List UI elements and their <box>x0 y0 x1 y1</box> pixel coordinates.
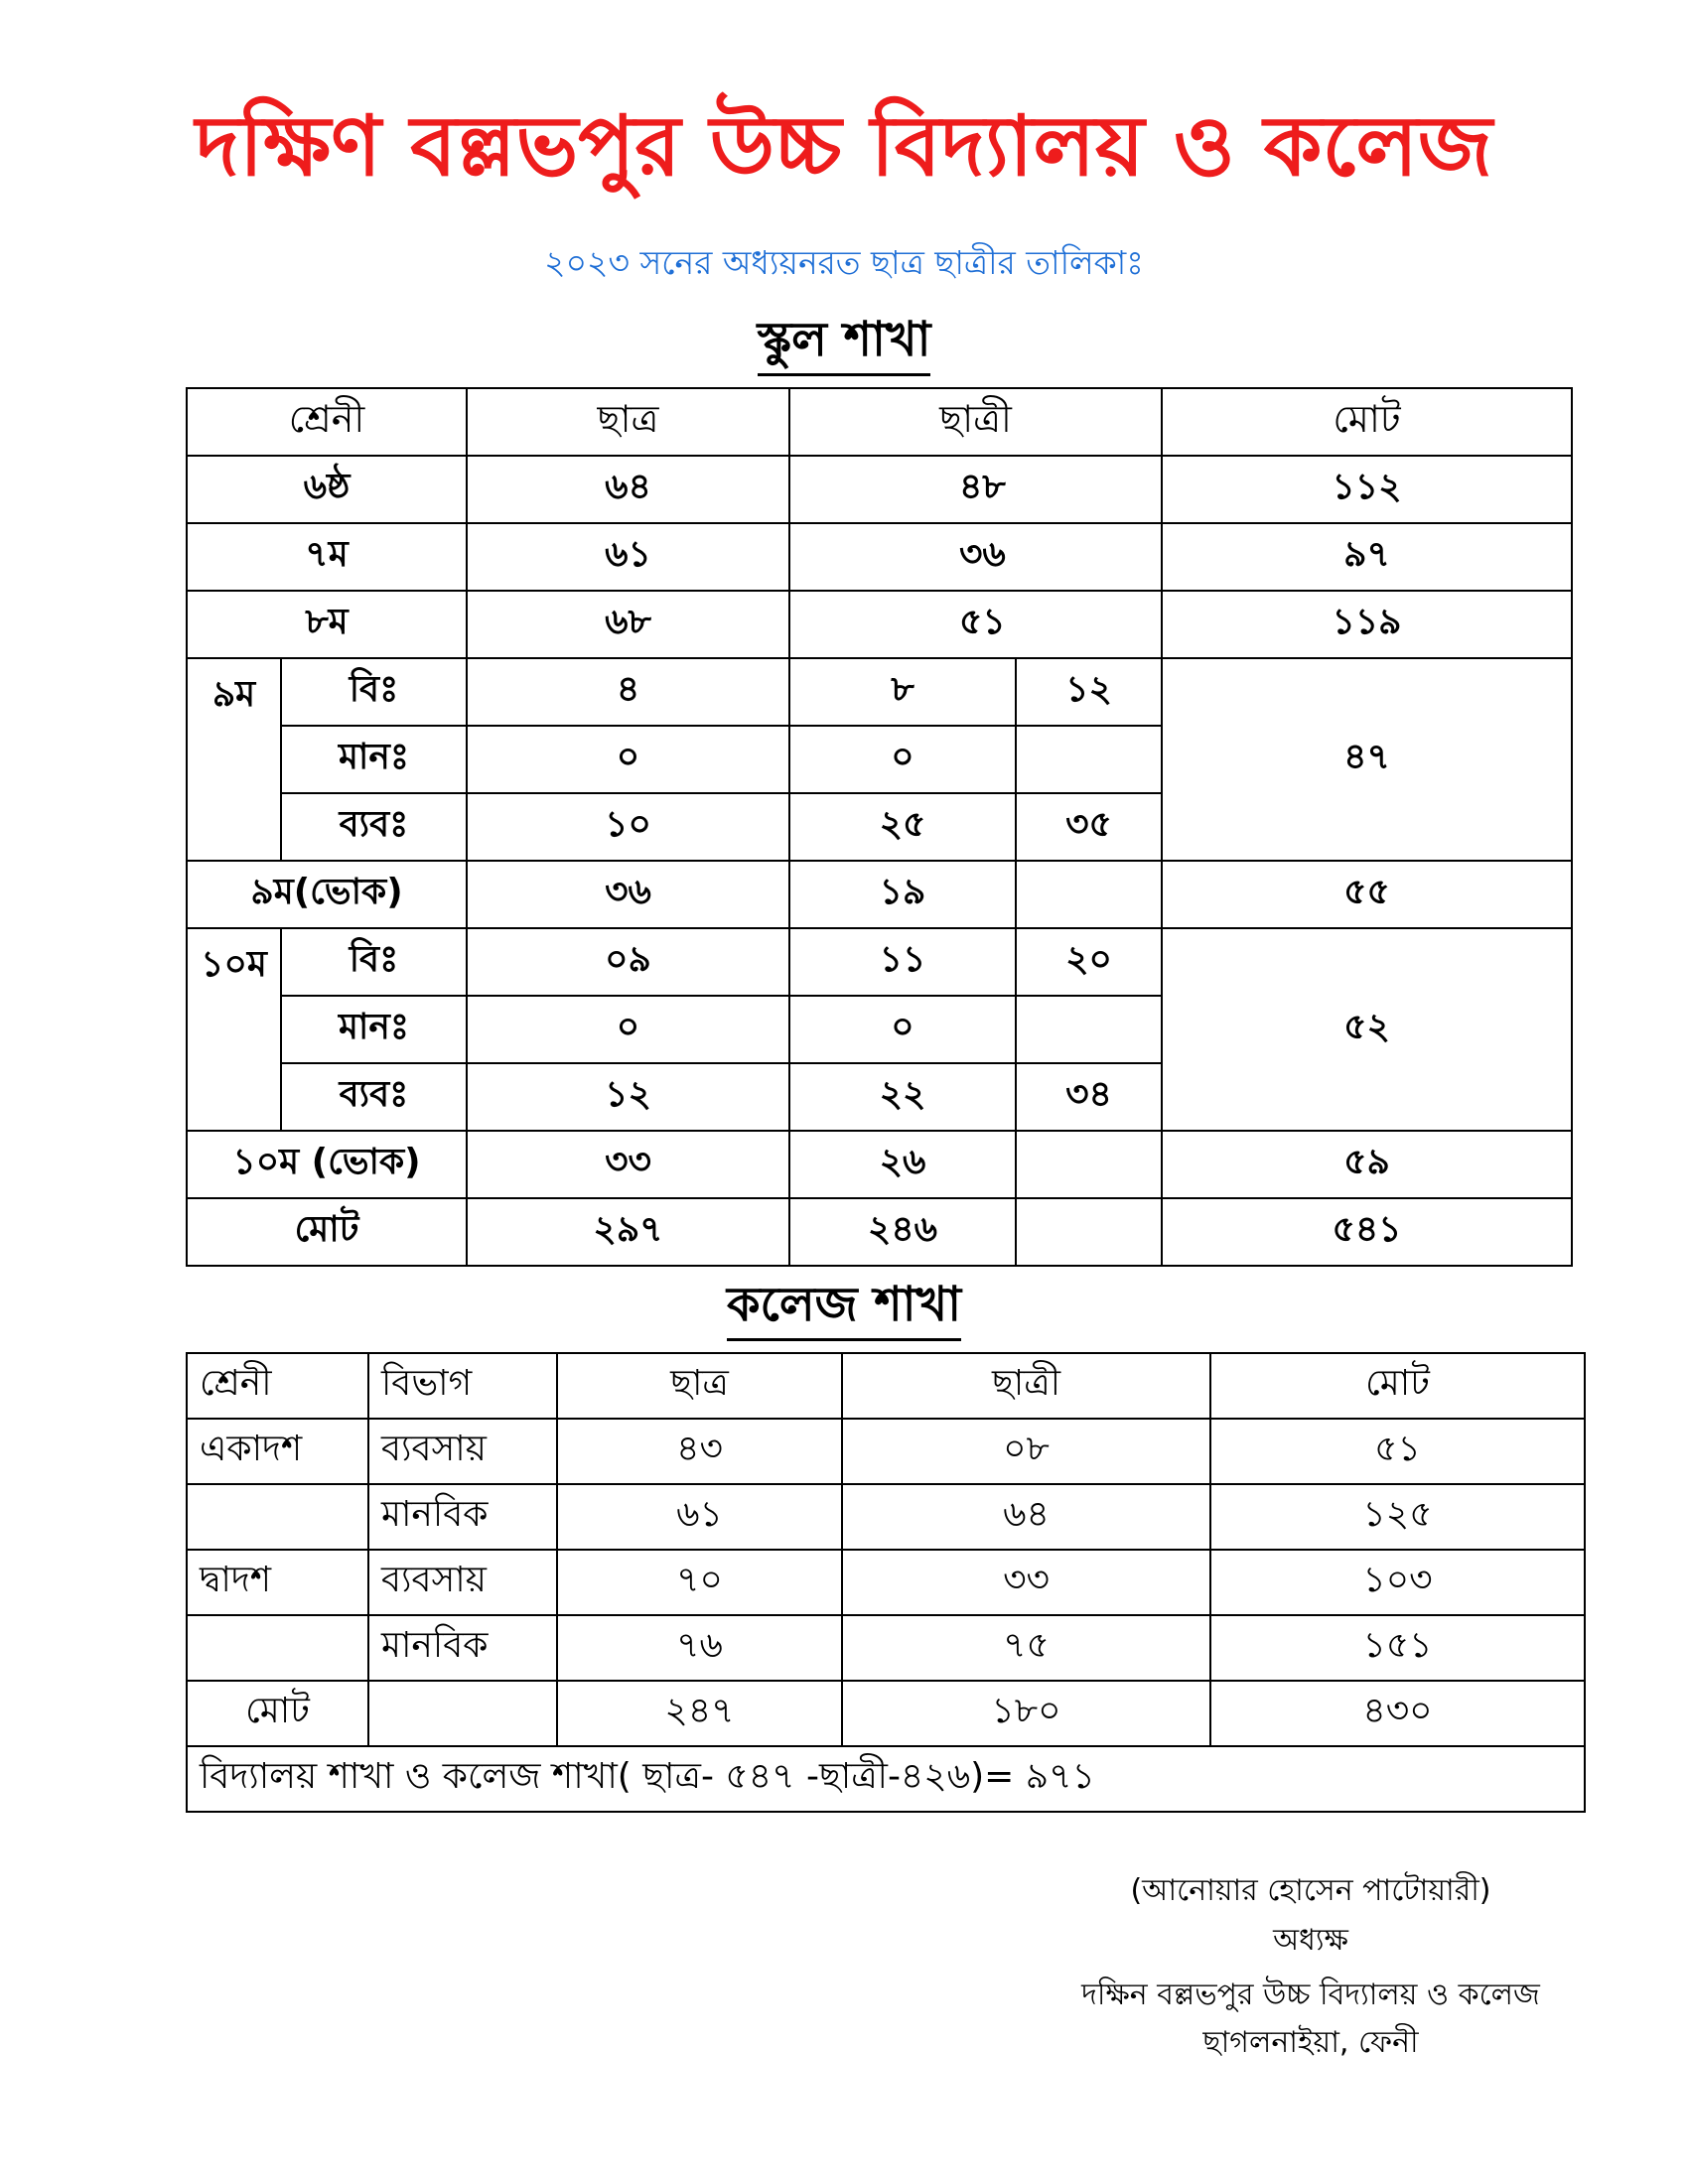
boys-count: ৩৩ <box>467 1131 789 1198</box>
class-name: একাদশ <box>187 1419 368 1484</box>
signatory-name: (আনোয়ার হোসেন পাটোয়ারী) <box>1130 1873 1491 1908</box>
group-subtotal <box>1016 1198 1162 1266</box>
boys-count: ৭৬ <box>557 1615 842 1681</box>
school-section-heading-text: স্কুল শাখা <box>758 312 931 376</box>
group-subtotal: ৩৫ <box>1016 793 1162 861</box>
group-name: বিঃ <box>281 658 467 726</box>
signatory-location: ছাগলনাইয়া, ফেনী <box>1202 2025 1419 2060</box>
header-girls: ছাত্রী <box>842 1353 1210 1419</box>
total-count: ১২৫ <box>1210 1484 1585 1550</box>
total-count: ১১৯ <box>1162 591 1572 658</box>
boys-count: ৪ <box>467 658 789 726</box>
college-section-heading <box>0 1277 1688 1332</box>
total-count: ৫৪১ <box>1162 1198 1572 1266</box>
table-row <box>187 456 1572 523</box>
total-count: ১৫১ <box>1210 1615 1585 1681</box>
boys-count: ৬১ <box>557 1484 842 1550</box>
table-row <box>187 1131 1572 1198</box>
institution-title: দক্ষিণ বল্লভপুর উচ্চ বিদ্যালয় ও কলেজ <box>195 97 1493 195</box>
girls-count: ০ <box>789 726 1016 793</box>
class-name: মোট <box>187 1681 368 1746</box>
girls-count: ৩৩ <box>842 1550 1210 1615</box>
girls-count: ২৫ <box>789 793 1016 861</box>
boys-count: ৬৪ <box>467 456 789 523</box>
total-count: ৪৩০ <box>1210 1681 1585 1746</box>
boys-count: ০৯ <box>467 928 789 996</box>
group-subtotal <box>1016 1131 1162 1198</box>
group-subtotal: ১২ <box>1016 658 1162 726</box>
girls-count: ৭৫ <box>842 1615 1210 1681</box>
department: মানবিক <box>368 1484 557 1550</box>
boys-count: ২৪৭ <box>557 1681 842 1746</box>
group-name: বিঃ <box>281 928 467 996</box>
class-name <box>187 1484 368 1550</box>
group-subtotal <box>1016 996 1162 1063</box>
boys-count: ০ <box>467 996 789 1063</box>
college-section-heading-text: কলেজ শাখা <box>727 1277 961 1341</box>
table-row <box>187 658 1572 726</box>
boys-count: ১২ <box>467 1063 789 1131</box>
total-count: ৪৭ <box>1162 658 1572 861</box>
college-table <box>186 1352 1586 1813</box>
boys-count: ১০ <box>467 793 789 861</box>
summary-row <box>187 1746 1585 1812</box>
class-name: মোট <box>187 1198 467 1266</box>
table-row <box>187 928 1572 996</box>
boys-count: ০ <box>467 726 789 793</box>
class-name: দ্বাদশ <box>187 1550 368 1615</box>
girls-count: ১৮০ <box>842 1681 1210 1746</box>
table-row <box>187 861 1572 928</box>
class-name: ৭ম <box>187 523 467 591</box>
class-name: ১০ম <box>187 928 281 1131</box>
table-total-row <box>187 1198 1572 1266</box>
group-name: ব্যবঃ <box>281 793 467 861</box>
boys-count: ৬১ <box>467 523 789 591</box>
group-name: ব্যবঃ <box>281 1063 467 1131</box>
header-total: মোট <box>1162 388 1572 456</box>
header-class: শ্রেনী <box>187 388 467 456</box>
header-department: বিভাগ <box>368 1353 557 1419</box>
boys-count: ৭০ <box>557 1550 842 1615</box>
school-table <box>186 387 1573 1267</box>
girls-count: ২২ <box>789 1063 1016 1131</box>
department: মানবিক <box>368 1615 557 1681</box>
table-row <box>187 523 1572 591</box>
table-header-row <box>187 1353 1585 1419</box>
table-row <box>187 1550 1585 1615</box>
class-name: ৯ম <box>187 658 281 861</box>
girls-count: ৪৮ <box>789 456 1162 523</box>
class-name <box>187 1615 368 1681</box>
table-row <box>187 1615 1585 1681</box>
girls-count: ১১ <box>789 928 1016 996</box>
total-count: ৫৫ <box>1162 861 1572 928</box>
list-subtitle: ২০২৩ সনের অধ্যয়নরত ছাত্র ছাত্রীর তালিকাঃ <box>544 243 1144 282</box>
girls-count: ৫১ <box>789 591 1162 658</box>
boys-count: ৪৩ <box>557 1419 842 1484</box>
class-name: ৮ম <box>187 591 467 658</box>
header-class: শ্রেনী <box>187 1353 368 1419</box>
group-subtotal: ৩৪ <box>1016 1063 1162 1131</box>
department: ব্যবসায় <box>368 1419 557 1484</box>
header-boys: ছাত্র <box>557 1353 842 1419</box>
class-name: ৯ম(ভোক) <box>187 861 467 928</box>
group-subtotal <box>1016 861 1162 928</box>
header-total: মোট <box>1210 1353 1585 1419</box>
total-count: ৫৯ <box>1162 1131 1572 1198</box>
table-total-row <box>187 1681 1585 1746</box>
table-row <box>187 1484 1585 1550</box>
table-row <box>187 1419 1585 1484</box>
department <box>368 1681 557 1746</box>
school-section-heading <box>0 312 1688 367</box>
total-count: ৫১ <box>1210 1419 1585 1484</box>
girls-count: ৬৪ <box>842 1484 1210 1550</box>
boys-count: ২৯৭ <box>467 1198 789 1266</box>
group-name: মানঃ <box>281 726 467 793</box>
group-subtotal: ২০ <box>1016 928 1162 996</box>
total-count: ১০৩ <box>1210 1550 1585 1615</box>
class-name: ১০ম (ভোক) <box>187 1131 467 1198</box>
girls-count: ২৬ <box>789 1131 1016 1198</box>
grand-total-summary: বিদ্যালয় শাখা ও কলেজ শাখা( ছাত্র- ৫৪৭ -ছাত্রী-৪২৬)= ৯৭১ <box>187 1746 1585 1812</box>
girls-count: ০৮ <box>842 1419 1210 1484</box>
table-header-row <box>187 388 1572 456</box>
table-row <box>187 591 1572 658</box>
girls-count: ২৪৬ <box>789 1198 1016 1266</box>
girls-count: ১৯ <box>789 861 1016 928</box>
signatory-designation: অধ্যক্ষ <box>1273 1923 1348 1958</box>
boys-count: ৬৮ <box>467 591 789 658</box>
header-girls: ছাত্রী <box>789 388 1162 456</box>
boys-count: ৩৬ <box>467 861 789 928</box>
signatory-institution: দক্ষিন বল্লভপুর উচ্চ বিদ্যালয় ও কলেজ <box>1081 1978 1540 2012</box>
department: ব্যবসায় <box>368 1550 557 1615</box>
girls-count: ৩৬ <box>789 523 1162 591</box>
class-name: ৬ষ্ঠ <box>187 456 467 523</box>
girls-count: ০ <box>789 996 1016 1063</box>
group-subtotal <box>1016 726 1162 793</box>
total-count: ১১২ <box>1162 456 1572 523</box>
group-name: মানঃ <box>281 996 467 1063</box>
total-count: ৫২ <box>1162 928 1572 1131</box>
header-boys: ছাত্র <box>467 388 789 456</box>
girls-count: ৮ <box>789 658 1016 726</box>
total-count: ৯৭ <box>1162 523 1572 591</box>
